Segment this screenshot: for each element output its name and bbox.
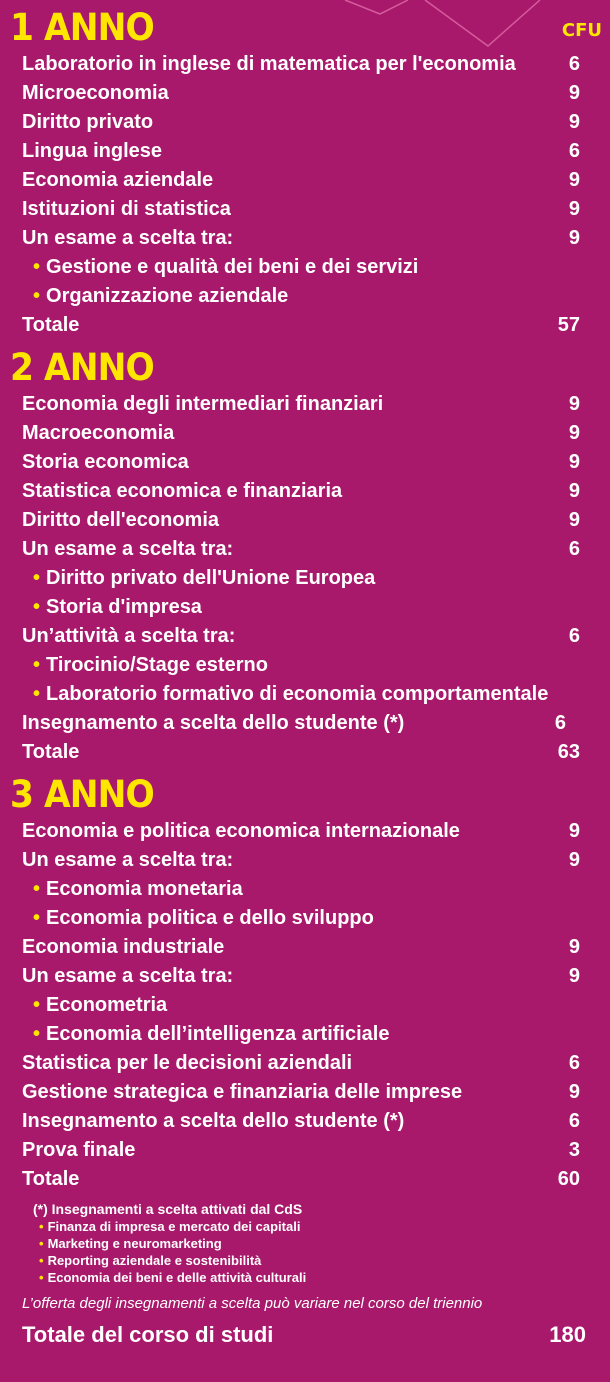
course-name (22, 933, 224, 962)
course-row (0, 137, 610, 166)
course-name (22, 108, 153, 137)
course-row (0, 448, 610, 477)
course-label: Un esame a scelta tra: (22, 538, 234, 560)
course-row (0, 419, 610, 448)
course-name (22, 1107, 404, 1136)
course-label: Gestione strategica e finanziaria delle imprese (22, 1081, 463, 1103)
bullet-icon: • (33, 256, 41, 278)
course-name (22, 962, 233, 991)
elective-item (0, 1252, 610, 1269)
year-title: 1 ANNO (10, 6, 154, 49)
bullet-icon: • (33, 596, 41, 618)
course-row (0, 506, 610, 535)
course-option-row (0, 1020, 610, 1049)
bullet-icon: • (33, 994, 41, 1016)
course-cfu: 9 (568, 198, 580, 220)
course-label: Istituzioni di statistica (22, 198, 231, 220)
course-row (0, 1078, 610, 1107)
elective-item (0, 1218, 610, 1235)
course-cfu: 9 (568, 965, 580, 987)
course-label: Economia e politica economica internazionale (22, 820, 460, 842)
bullet-icon: • (39, 1270, 44, 1285)
course-label: Un esame a scelta tra: (22, 227, 234, 249)
year-title: 2 ANNO (10, 346, 154, 389)
course-name (22, 419, 174, 448)
course-option-row (0, 651, 610, 680)
elective-item (0, 1235, 610, 1252)
course-cfu: 6 (554, 712, 566, 734)
course-label: Diritto privato dell'Unione Europea (46, 567, 376, 589)
elective-notes (0, 1200, 610, 1286)
notes-heading: (*) Insegnamenti a scelta attivati dal CdS (33, 1201, 303, 1217)
course-cfu: 6 (568, 1052, 580, 1074)
course-row (0, 166, 610, 195)
course-cfu: 6 (568, 140, 580, 162)
course-cfu: 9 (568, 169, 580, 191)
course-row (0, 933, 610, 962)
course-label: Economia degli intermediari finanziari (22, 393, 384, 415)
course-row (0, 108, 610, 137)
course-name (22, 166, 213, 195)
course-label: Un esame a scelta tra: (22, 849, 234, 871)
course-name (33, 651, 268, 680)
grand-total-label: Totale del corso di studi (22, 1322, 274, 1347)
course-cfu: 9 (568, 1081, 580, 1103)
course-row (0, 477, 610, 506)
year-header (0, 0, 610, 50)
bullet-icon: • (33, 878, 41, 900)
course-label: Economia monetaria (46, 878, 243, 900)
course-name (22, 817, 460, 846)
course-row (0, 1107, 610, 1136)
course-name (33, 564, 375, 593)
course-name (22, 1136, 135, 1165)
course-label: Economia politica e dello sviluppo (46, 907, 374, 929)
course-row (0, 535, 610, 564)
course-row (0, 1049, 610, 1078)
course-cfu: 9 (568, 509, 580, 531)
course-row (0, 738, 610, 767)
course-cfu: 57 (557, 314, 580, 336)
elective-label: Marketing e neuromarketing (47, 1236, 222, 1251)
course-name (22, 535, 233, 564)
course-label: Organizzazione aziendale (46, 285, 289, 307)
course-name (33, 904, 374, 933)
year-header (0, 340, 610, 390)
course-label: Totale (22, 1168, 80, 1190)
course-cfu: 9 (568, 936, 580, 958)
course-name (22, 738, 79, 767)
grand-total-row (0, 1318, 610, 1352)
course-label: Prova finale (22, 1139, 136, 1161)
course-row (0, 962, 610, 991)
course-name (33, 253, 418, 282)
course-name (22, 506, 219, 535)
course-cfu: 6 (568, 53, 580, 75)
bullet-icon: • (33, 654, 41, 676)
course-name (22, 1049, 352, 1078)
course-name (33, 593, 202, 622)
course-option-row (0, 253, 610, 282)
course-label: Storia d'impresa (46, 596, 202, 618)
course-name (22, 50, 516, 79)
course-row (0, 817, 610, 846)
course-label: Insegnamento a scelta dello studente (*) (22, 712, 405, 734)
bullet-icon: • (33, 567, 41, 589)
course-cfu: 6 (568, 625, 580, 647)
course-name (22, 224, 233, 253)
course-name (33, 1020, 389, 1049)
course-label: Totale (22, 314, 80, 336)
course-option-row (0, 282, 610, 311)
bullet-icon: • (33, 907, 41, 929)
course-name (33, 680, 548, 709)
course-option-row (0, 875, 610, 904)
course-label: Insegnamento a scelta dello studente (*) (22, 1110, 405, 1132)
course-cfu: 9 (568, 849, 580, 871)
course-cfu: 9 (568, 422, 580, 444)
elective-item (0, 1269, 610, 1286)
course-row (0, 390, 610, 419)
course-name (22, 311, 79, 340)
course-cfu: 60 (557, 1168, 580, 1190)
course-cfu: 63 (557, 741, 580, 763)
course-name (22, 1165, 79, 1194)
course-row (0, 195, 610, 224)
course-name (22, 622, 235, 651)
course-name (22, 137, 162, 166)
bullet-icon: • (39, 1253, 44, 1268)
elective-label: Reporting aziendale e sostenibilità (47, 1253, 262, 1268)
course-name (22, 448, 189, 477)
course-row (0, 50, 610, 79)
course-label: Diritto privato (22, 111, 154, 133)
course-row (0, 709, 610, 738)
bullet-icon: • (39, 1219, 44, 1234)
course-label: Un esame a scelta tra: (22, 965, 234, 987)
course-option-row (0, 904, 610, 933)
course-row (0, 79, 610, 108)
bullet-icon: • (33, 683, 41, 705)
course-label: Diritto dell'economia (22, 509, 220, 531)
course-option-row (0, 564, 610, 593)
course-option-row (0, 680, 610, 709)
course-label: Gestione e qualità dei beni e dei servizi (46, 256, 419, 278)
course-label: Totale (22, 741, 80, 763)
course-label: Statistica economica e finanziaria (22, 480, 343, 502)
course-cfu: 9 (568, 820, 580, 842)
course-label: Storia economica (22, 451, 189, 473)
course-name (22, 195, 231, 224)
course-label: Lingua inglese (22, 140, 163, 162)
course-option-row (0, 593, 610, 622)
cfu-column-header: CFU (561, 20, 602, 41)
course-row (0, 311, 610, 340)
course-cfu: 6 (568, 1110, 580, 1132)
course-cfu: 6 (568, 538, 580, 560)
course-row (0, 1136, 610, 1165)
course-name (22, 709, 404, 738)
course-name (22, 390, 383, 419)
course-name (33, 282, 288, 311)
course-name (22, 1078, 462, 1107)
course-row (0, 846, 610, 875)
course-row (0, 1165, 610, 1194)
course-name (22, 477, 342, 506)
course-cfu: 9 (568, 393, 580, 415)
course-label: Tirocinio/Stage esterno (46, 654, 268, 676)
course-cfu: 3 (568, 1139, 580, 1161)
course-label: Macroeconomia (22, 422, 175, 444)
course-name (22, 846, 233, 875)
course-name (22, 79, 169, 108)
course-label: Statistica per le decisioni aziendali (22, 1052, 353, 1074)
grand-total-cfu: 180 (549, 1322, 586, 1347)
course-label: Economia aziendale (22, 169, 214, 191)
course-row (0, 224, 610, 253)
course-cfu: 9 (568, 451, 580, 473)
course-label: Microeconomia (22, 82, 169, 104)
course-label: Economia industriale (22, 936, 225, 958)
course-cfu: 9 (568, 227, 580, 249)
year-header (0, 767, 610, 817)
course-name (33, 875, 243, 904)
course-label: Laboratorio formativo di economia comportamentale (46, 683, 549, 705)
course-row (0, 622, 610, 651)
course-option-row (0, 991, 610, 1020)
course-label: Economia dell’intelligenza artificiale (46, 1023, 390, 1045)
bullet-icon: • (39, 1236, 44, 1251)
bullet-icon: • (33, 1023, 41, 1045)
elective-label: Finanza di impresa e mercato dei capitali (47, 1219, 301, 1234)
course-name (33, 991, 167, 1020)
disclaimer-text: L’offerta degli insegnamenti a scelta può variare nel corso del triennio (22, 1295, 483, 1312)
elective-label: Economia dei beni e delle attività culturali (47, 1270, 307, 1285)
course-label: Un’attività a scelta tra: (22, 625, 236, 647)
year-title: 3 ANNO (10, 773, 154, 816)
bullet-icon: • (33, 285, 41, 307)
course-cfu: 9 (568, 480, 580, 502)
course-label: Econometria (46, 994, 168, 1016)
course-cfu: 9 (568, 111, 580, 133)
course-cfu: 9 (568, 82, 580, 104)
course-label: Laboratorio in inglese di matematica per l'economia (22, 53, 516, 75)
